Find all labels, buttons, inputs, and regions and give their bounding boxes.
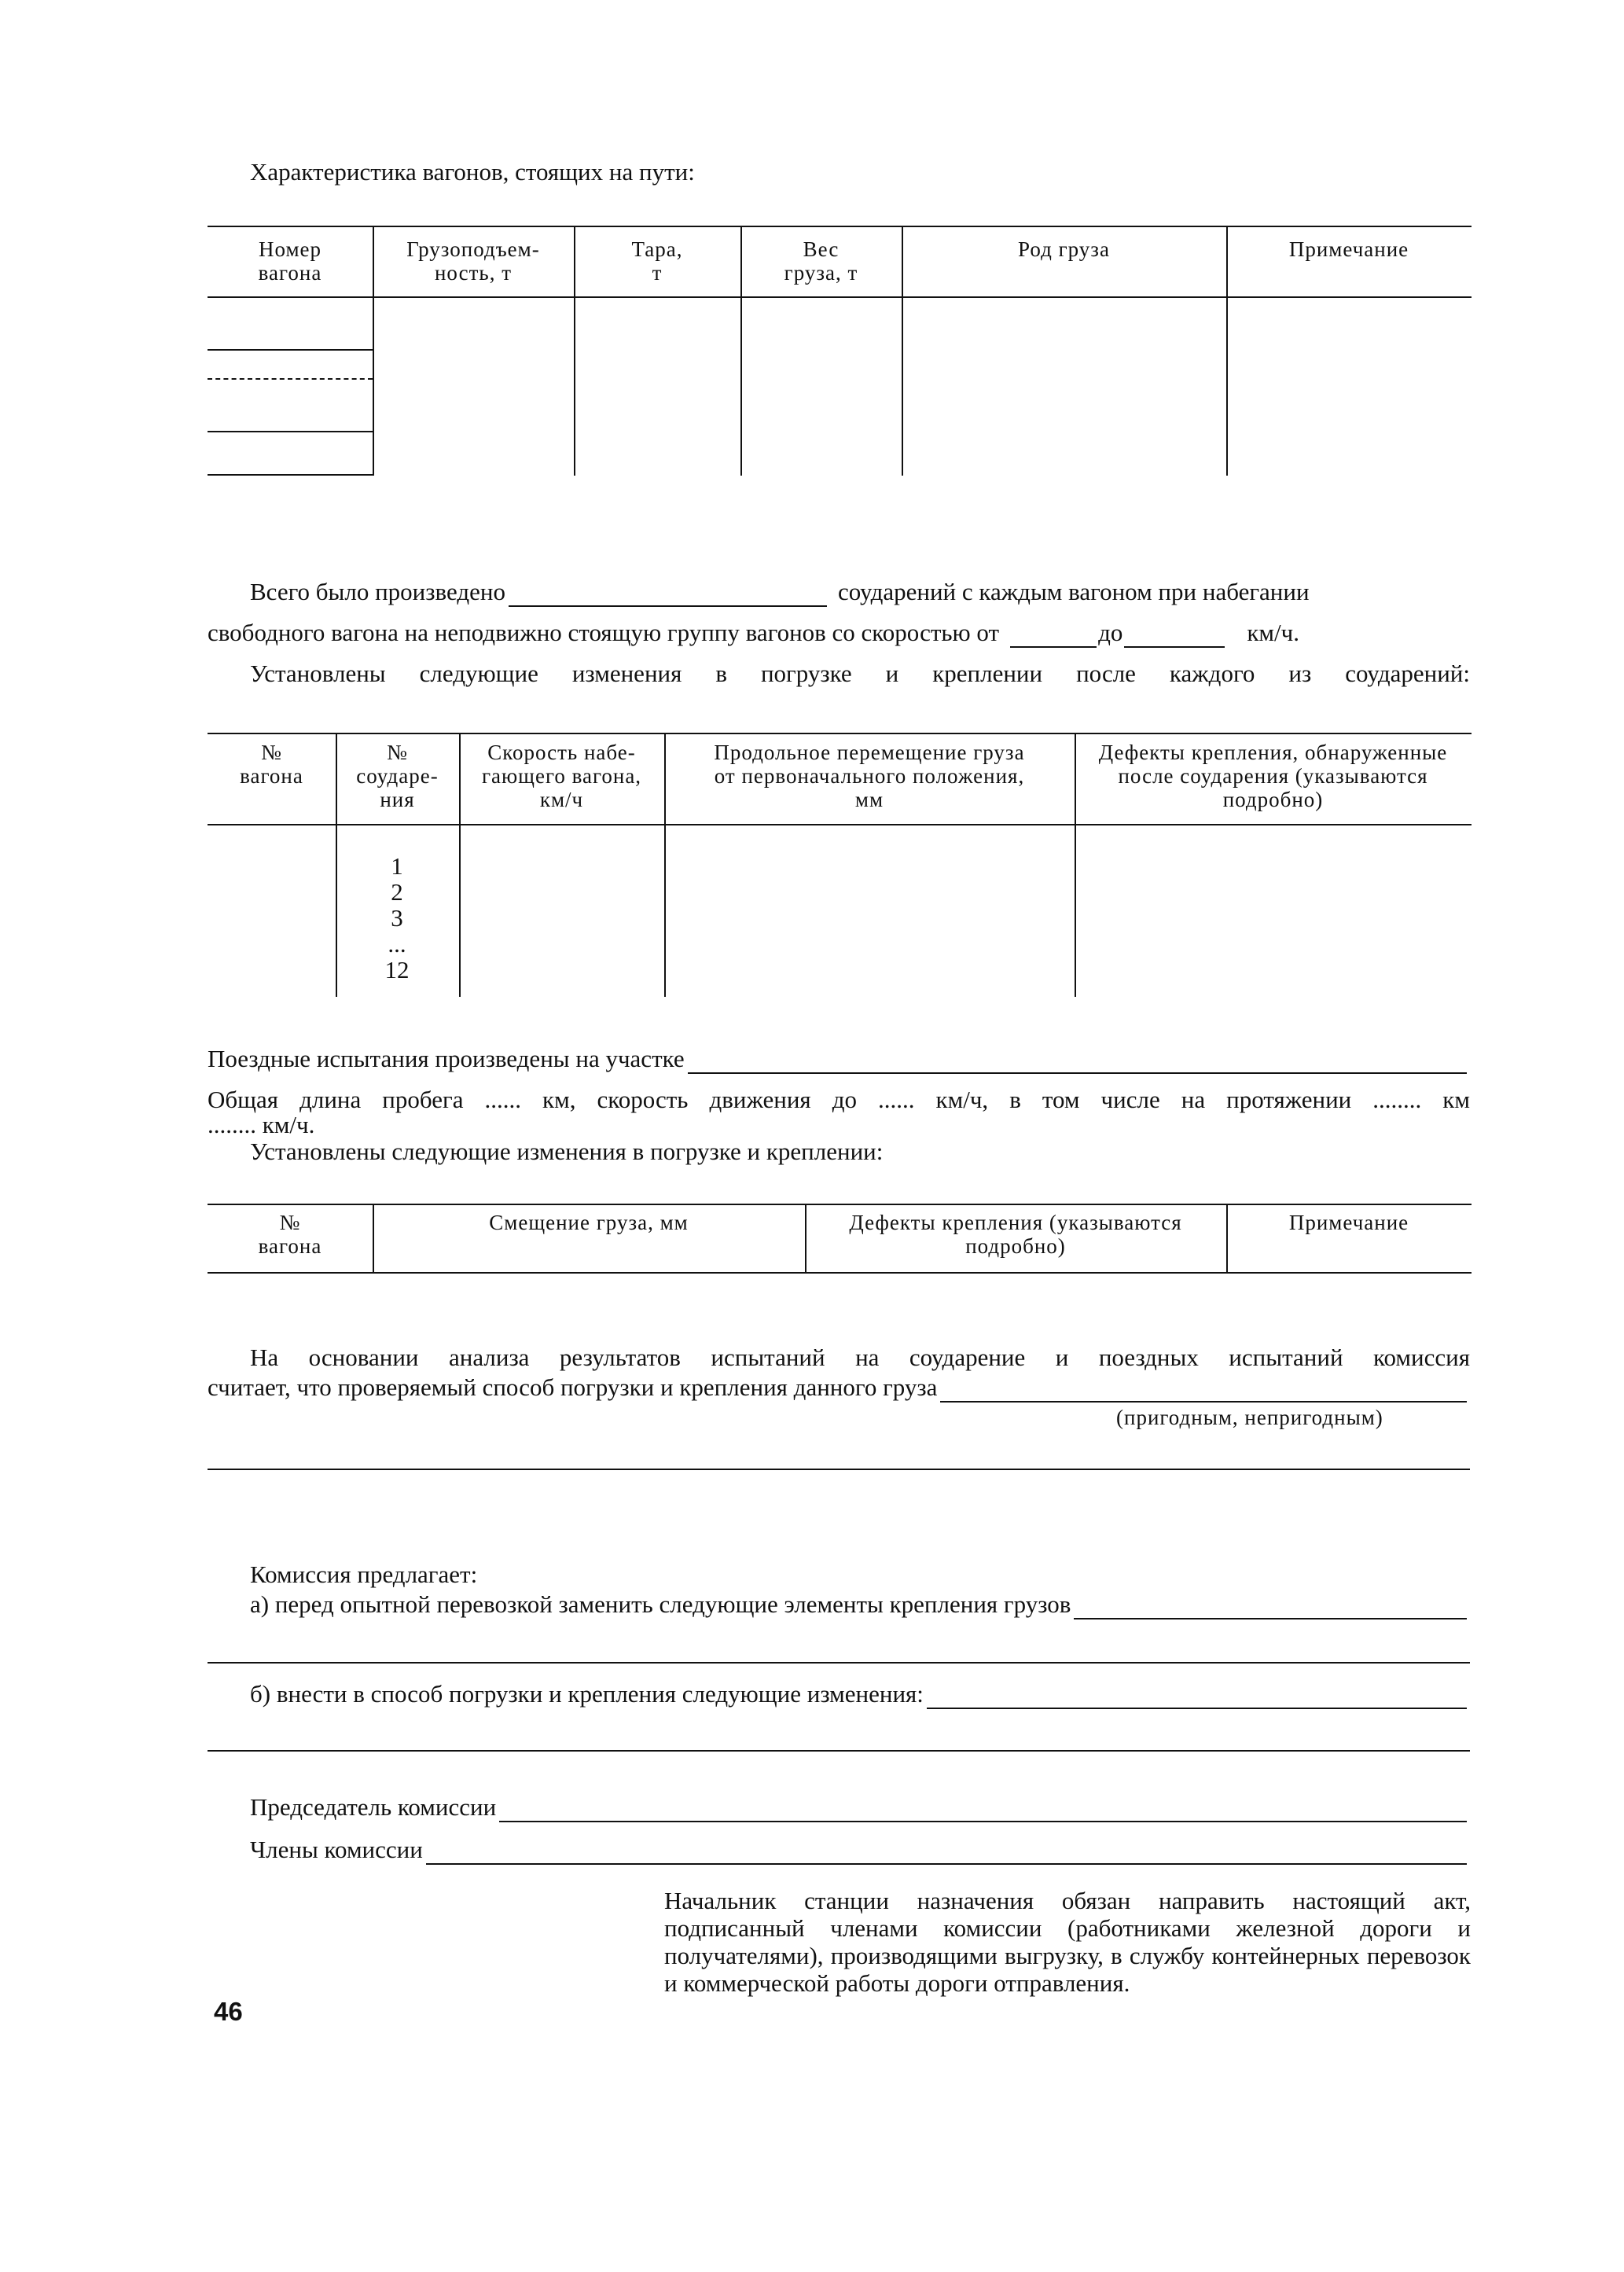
proposal-title: Комиссия предлагает: [250, 1561, 478, 1588]
train-tests-changes-title: Установлены следующие изменения в погрузке и креплении: [250, 1138, 884, 1165]
proposal-item-b-label: б) внести в способ погрузки и крепления следующие изменения: [250, 1680, 924, 1708]
col-header-cargo-shift: Смещение груза, мм [489, 1211, 689, 1234]
collisions-count-field[interactable] [509, 582, 827, 607]
col-header-tare: Тара, т [631, 237, 683, 285]
col-header-cargo-type: Род груза [1018, 237, 1110, 261]
speed-to-field[interactable] [1124, 623, 1225, 648]
proposal-item-a-field[interactable] [1074, 1594, 1467, 1619]
speed-unit: км/ч. [1247, 619, 1299, 646]
conclusion-label: считает, что проверяемый способ погрузки и крепления данного груза [208, 1373, 938, 1401]
conclusion-hint: (пригодным, непригодным) [1116, 1406, 1383, 1429]
speed-to-label: до [1098, 619, 1123, 646]
collision-number: 2 [391, 878, 403, 906]
train-tests-line-1 [208, 1044, 1470, 1074]
conclusion-extra-line[interactable] [208, 1469, 1470, 1470]
collision-ellipsis: ... [388, 930, 406, 958]
conclusion-line-2 [208, 1373, 1470, 1403]
members-field[interactable] [426, 1840, 1467, 1865]
collisions-line-2 [208, 618, 1470, 648]
col-header-displacement: Продольное перемещение груза от первоначального положения, мм [714, 741, 1025, 811]
col-header-cargo-weight: Вес груза, т [784, 237, 858, 285]
proposal-item-a-extra-line[interactable] [208, 1662, 1470, 1664]
col-header-wagon-no: № вагона [240, 741, 303, 788]
col-header-speed: Скорость набе- гающего вагона, км/ч [481, 741, 642, 811]
collisions-changes-title: Установлены следующие изменения в погрузке и креплении после каждого из соударений: [250, 660, 1470, 687]
col-header-wagon-no: № вагона [258, 1211, 322, 1258]
proposal-item-a-label: а) перед опытной перевозкой заменить следующие элементы крепления грузов [250, 1590, 1071, 1618]
collisions-label: Всего было произведено [250, 578, 505, 605]
speed-from-field[interactable] [1010, 623, 1097, 648]
train-section-label: Поездные испытания произведены на участке [208, 1045, 685, 1072]
members-label: Члены комиссии [250, 1836, 423, 1863]
collision-number: 3 [391, 904, 403, 932]
col-header-wagon-number: Номер вагона [258, 237, 322, 285]
collision-number: 12 [384, 956, 410, 983]
col-header-note: Примечание [1288, 1211, 1409, 1234]
proposal-item-b-field[interactable] [927, 1684, 1467, 1709]
train-section-field[interactable] [688, 1049, 1467, 1074]
section-title: Характеристика вагонов, стоящих на пути: [250, 158, 695, 186]
chairman-signature [250, 1792, 1470, 1822]
conclusion-line-1: На основании анализа результатов испытаний на соударение и поездных испытаний комиссия [250, 1344, 1470, 1371]
train-tests-line-2: Общая длина пробега ...... км, скорость движения до ...... км/ч, в том числе на протяжении ........ км [208, 1086, 1470, 1113]
speed-range-label: свободного вагона на неподвижно стоящую группу вагонов со скоростью от [208, 619, 1000, 646]
conclusion-field[interactable] [940, 1377, 1467, 1403]
collision-number: 1 [391, 852, 403, 880]
collisions-label-suffix: соударений с каждым вагоном при набегании [837, 578, 1310, 605]
col-header-defects: Дефекты крепления (указываются подробно) [849, 1211, 1182, 1258]
col-header-capacity: Грузоподъем- ность, т [406, 237, 540, 285]
col-header-collision-no: № соударе- ния [356, 741, 439, 811]
members-signature [250, 1835, 1470, 1865]
col-header-defects: Дефекты крепления, обнаруженные после соударения (указываются подробно) [1098, 741, 1448, 811]
page-number: 46 [214, 1997, 243, 2026]
proposal-item-a [250, 1590, 1470, 1619]
col-header-note: Примечание [1288, 237, 1409, 261]
proposal-item-b-extra-line[interactable] [208, 1750, 1470, 1752]
station-note: Начальник станции назначения обязан направить настоящий акт, подписанный членами комиссии (работниками железной дороги и получателями), производящими выгрузку, в службу контейнерных перевозок и коммерческой работы дороги отправления. [664, 1887, 1471, 1997]
train-tests-line-3: ........ км/ч. [208, 1111, 315, 1138]
chairman-label: Председатель комиссии [250, 1793, 497, 1821]
proposal-item-b [250, 1679, 1470, 1709]
chairman-field[interactable] [499, 1797, 1467, 1822]
collisions-line-1 [250, 577, 1470, 607]
